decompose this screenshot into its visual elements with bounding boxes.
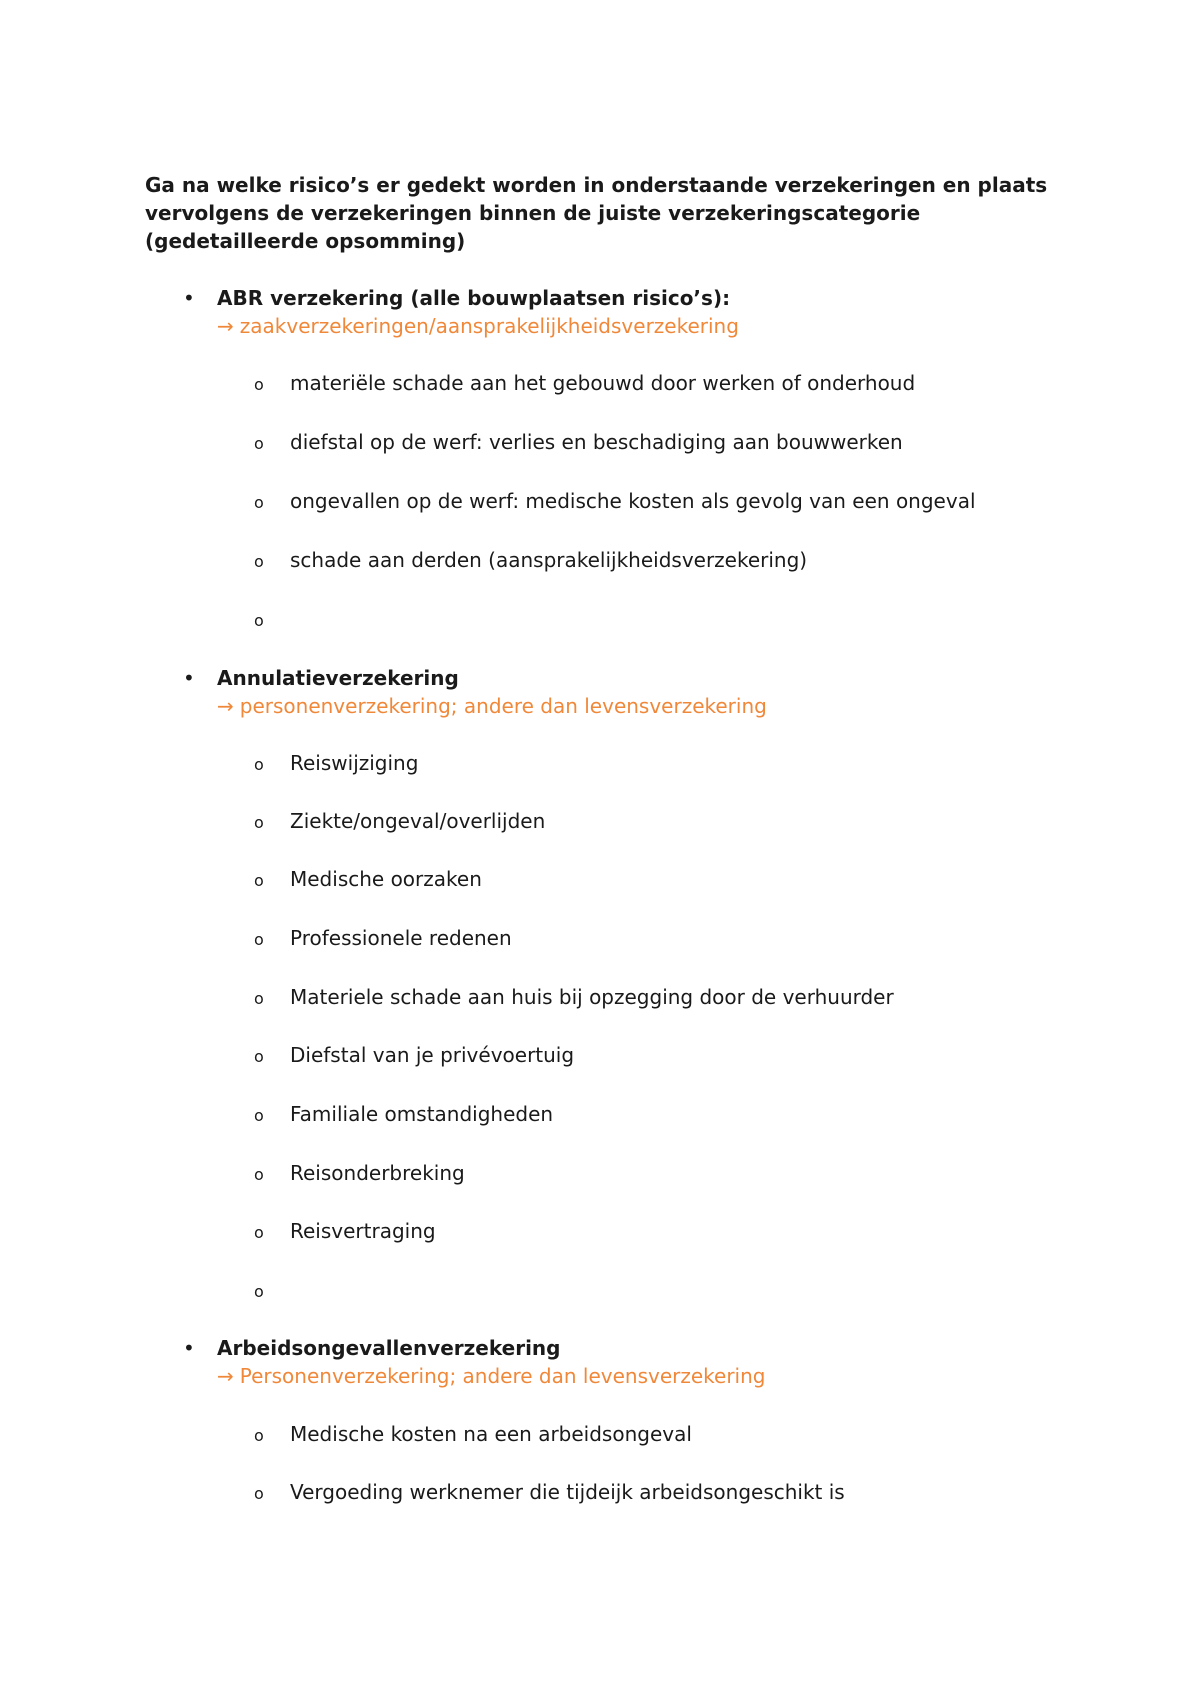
sub-bullet-icon: o (254, 1047, 264, 1066)
sub-bullet-icon: o (254, 611, 264, 630)
list-item (0, 1041, 1000, 1069)
list-item-text: Medische oorzaken (290, 867, 482, 891)
list-item-text: materiële schade aan het gebouwd door werken of onderhoud (290, 371, 916, 395)
page-heading (145, 171, 1075, 255)
category-line (217, 312, 739, 340)
list-item (0, 1478, 1000, 1506)
heading-line-1: Ga na welke risico’s er gedekt worden in onderstaande verzekeringen en plaats (145, 173, 1048, 197)
list-item-text: Professionele redenen (290, 926, 512, 950)
list-item-text: Vergoeding werknemer die tijdeijk arbeidsongeschikt is (290, 1480, 845, 1504)
section-title: Annulatieverzekering (217, 666, 459, 690)
sub-bullet-icon: o (254, 1223, 264, 1242)
sub-bullet-icon: o (254, 1484, 264, 1503)
arrow-right-icon: → (217, 314, 234, 338)
list-item (0, 865, 1000, 893)
heading-line-2: vervolgens de verzekeringen binnen de juiste verzekeringscategorie (145, 201, 921, 225)
sub-bullet-icon: o (254, 493, 264, 512)
list-item-text: Diefstal van je privévoertuig (290, 1043, 575, 1067)
arrow-right-icon: → (217, 1364, 234, 1388)
list-item (0, 924, 1000, 952)
list-item (0, 1100, 1000, 1128)
sub-bullet-icon: o (254, 434, 264, 453)
list-item-text: Reiswijziging (290, 751, 419, 775)
list-item (0, 807, 1000, 835)
arrow-right-icon: → (217, 694, 234, 718)
list-item (0, 487, 1000, 515)
sub-bullet-icon: o (254, 871, 264, 890)
list-item-text: Reisonderbreking (290, 1161, 465, 1185)
list-item-text: diefstal op de werf: verlies en beschadiging aan bouwwerken (290, 430, 903, 454)
list-item-text: schade aan derden (aansprakelijkheidsverzekering) (290, 548, 808, 572)
list-item (0, 1276, 1000, 1304)
list-item (0, 983, 1000, 1011)
list-item-text: Materiele schade aan huis bij opzegging door de verhuurder (290, 985, 894, 1009)
list-item-text: ongevallen op de werf: medische kosten als gevolg van een ongeval (290, 489, 976, 513)
bullet-icon: • (183, 286, 195, 310)
list-item (0, 546, 1000, 574)
sub-bullet-icon: o (254, 989, 264, 1008)
category-label: Personenverzekering; andere dan levensverzekering (239, 1364, 766, 1388)
list-item (0, 369, 1000, 397)
list-item-text: Medische kosten na een arbeidsongeval (290, 1422, 692, 1446)
list-item (0, 1159, 1000, 1187)
sub-bullet-icon: o (254, 552, 264, 571)
category-line (217, 1362, 766, 1390)
category-label: personenverzekering; andere dan levensverzekering (239, 694, 767, 718)
bullet-icon: • (183, 1336, 195, 1360)
sub-bullet-icon: o (254, 1106, 264, 1125)
list-item-text: Reisvertraging (290, 1219, 436, 1243)
section-title: ABR verzekering (alle bouwplaatsen risico’s): (217, 286, 731, 310)
sub-bullet-icon: o (254, 813, 264, 832)
list-item (0, 605, 1000, 633)
list-item-text: Familiale omstandigheden (290, 1102, 554, 1126)
sub-bullet-icon: o (254, 930, 264, 949)
category-label: zaakverzekeringen/aansprakelijkheidsverzekering (239, 314, 739, 338)
list-item (0, 1420, 1000, 1448)
sub-bullet-icon: o (254, 1426, 264, 1445)
section-title: Arbeidsongevallenverzekering (217, 1336, 561, 1360)
list-item (0, 428, 1000, 456)
heading-line-3: (gedetailleerde opsomming) (145, 229, 466, 253)
sub-bullet-icon: o (254, 755, 264, 774)
list-item-text: Ziekte/ongeval/overlijden (290, 809, 546, 833)
category-line (217, 692, 767, 720)
sub-bullet-icon: o (254, 1165, 264, 1184)
sub-bullet-icon: o (254, 1282, 264, 1301)
list-item (0, 749, 1000, 777)
bullet-icon: • (183, 666, 195, 690)
list-item (0, 1217, 1000, 1245)
sub-bullet-icon: o (254, 375, 264, 394)
